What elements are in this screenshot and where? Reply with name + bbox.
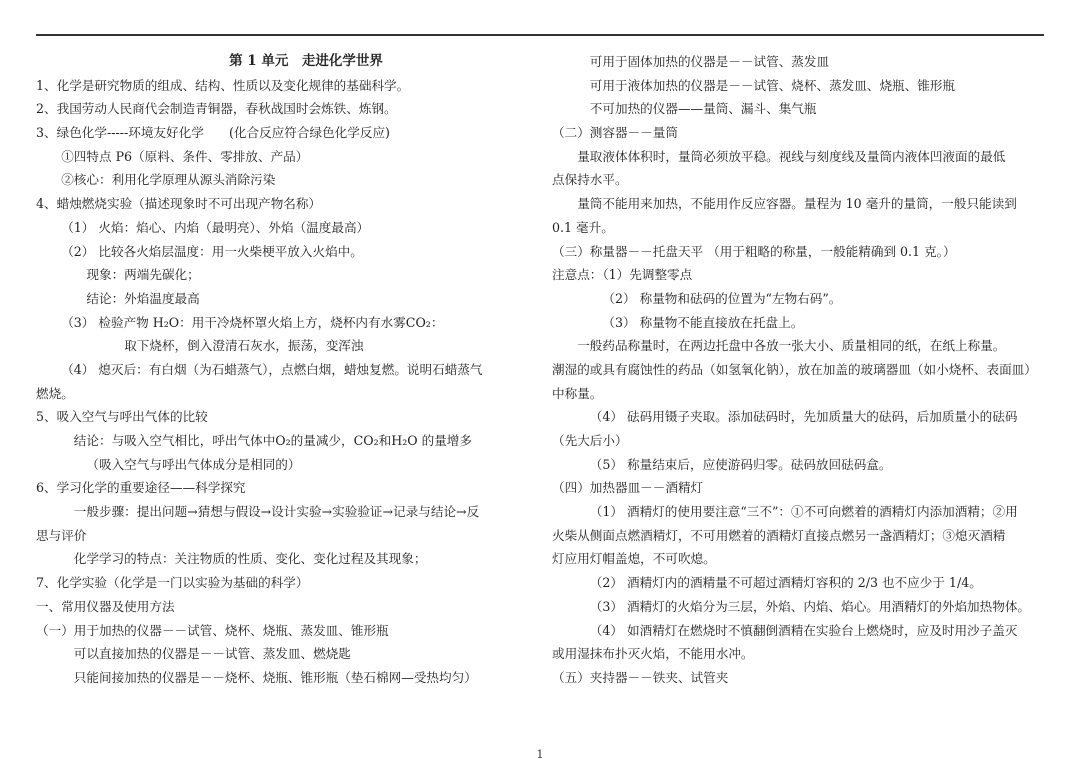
left-text-line-11: （3） 检验产物 H₂O：用干冷烧杯罩火焰上方，烧杯内有水雾CO₂： bbox=[61, 314, 444, 330]
left-text-line-15: 5、吸入空气与呼出气体的比较 bbox=[36, 409, 208, 425]
top-rule bbox=[36, 34, 1044, 36]
left-text-line-9: 现象：两端先碳化； bbox=[86, 267, 200, 283]
right-text-line-13: 一般药品称量时，在两边托盘中各放一张大小、质量相同的纸，在纸上称量。 bbox=[577, 338, 1006, 354]
left-text-line-22: 7、化学实验（化学是一门以实验为基础的科学） bbox=[36, 575, 309, 591]
left-text-line-12: 取下烧杯，倒入澄清石灰水，振荡，变浑浊 bbox=[124, 338, 364, 354]
right-text-line-20: （1） 酒精灯的使用要注意“三不”：①不可向燃着的酒精灯内添加酒精；②用 bbox=[589, 504, 1018, 520]
right-text-line-10: 注意点：（1）先调整零点 bbox=[552, 267, 693, 283]
right-text-line-23: （2） 酒精灯内的酒精量不可超过酒精灯容积的 2/3 也不应少于 1/4。 bbox=[589, 575, 982, 591]
left-text-line-25: 可以直接加热的仪器是－－试管、蒸发皿、燃烧匙 bbox=[73, 646, 351, 662]
page-number: 1 bbox=[536, 748, 544, 761]
left-text-line-14: 燃烧。 bbox=[36, 385, 74, 401]
right-text-line-24: （3） 酒精灯的火焰分为三层，外焰、内焰、焰心。用酒精灯的外焰加热物体。 bbox=[589, 598, 1031, 614]
left-text-line-3: 3、绿色化学-----环境友好化学 (化合反应符合绿色化学反应) bbox=[36, 125, 390, 141]
left-text-line-13: （4） 熄灭后：有白烟（为石蜡蒸气），点燃白烟，蜡烛复燃。说明石蜡蒸气 bbox=[61, 361, 483, 377]
left-text-line-18: 6、学习化学的重要途径——科学探究 bbox=[36, 480, 246, 496]
left-text-line-5: ②核心：利用化学原理从源头消除污染 bbox=[61, 172, 276, 188]
right-text-line-15: 中称量。 bbox=[552, 385, 603, 401]
left-text-line-2: 2、我国劳动人民商代会制造青铜器，春秋战国时会炼铁、炼钢。 bbox=[36, 101, 397, 117]
left-column bbox=[36, 50, 536, 690]
left-text-line-1: 1、化学是研究物质的组成、结构、性质以及变化规律的基础科学。 bbox=[36, 77, 410, 93]
right-text-line-2: 可用于液体加热的仪器是－－试管、烧杯、蒸发皿、烧瓶、锥形瓶 bbox=[589, 77, 956, 93]
left-text-line-6: 4、蜡烛燃烧实验（描述现象时不可出现产物名称） bbox=[36, 196, 322, 212]
left-text-line-17: （吸入空气与呼出气体成分是相同的） bbox=[86, 456, 301, 472]
right-text-line-26: 或用湿抹布扑灭火焰，不能用水冲。 bbox=[552, 646, 754, 662]
left-text-line-16: 结论：与吸入空气相比，呼出气体中O₂的量减少，CO₂和H₂O 的量增多 bbox=[73, 433, 472, 448]
page-title: 第 1 单元 走进化学世界 bbox=[229, 53, 383, 69]
left-text-line-23: 一、常用仪器及使用方法 bbox=[36, 598, 175, 614]
left-text-line-26: 只能间接加热的仪器是－－烧杯、烧瓶、锥形瓶（垫石棉网—受热均匀） bbox=[73, 669, 477, 685]
left-text-line-8: （2） 比较各火焰层温度：用一火柴梗平放入火焰中。 bbox=[61, 243, 363, 259]
right-text-line-27: （五）夹持器－－铁夹、试管夹 bbox=[552, 669, 729, 685]
right-text-line-12: （3） 称量物不能直接放在托盘上。 bbox=[602, 314, 804, 330]
right-text-line-1: 可用于固体加热的仪器是－－试管、蒸发皿 bbox=[589, 54, 830, 69]
right-text-line-9: （三）称量器－－托盘天平 （用于粗略的称量，一般能精确到 0.1 克。） bbox=[552, 243, 956, 259]
right-text-line-16: （4） 砝码用镊子夹取。添加砝码时，先加质量大的砝码，后加质量小的砝码 bbox=[589, 409, 1018, 425]
right-text-line-19: （四）加热器皿－－酒精灯 bbox=[552, 480, 704, 496]
right-text-line-3: 不可加热的仪器——量筒、漏斗、集气瓶 bbox=[589, 101, 817, 117]
right-column bbox=[552, 50, 1052, 690]
left-text-line-21: 化学学习的特点：关注物质的性质、变化、变化过程及其现象； bbox=[73, 551, 427, 567]
left-text-line-10: 结论：外焰温度最高 bbox=[86, 290, 200, 306]
left-text-line-24: （一）用于加热的仪器－－试管、烧杯、烧瓶、蒸发皿、锥形瓶 bbox=[36, 622, 389, 638]
right-text-line-21: 火柴从侧面点燃酒精灯，不可用燃着的酒精灯直接点燃另一盏酒精灯；③熄灭酒精 bbox=[552, 527, 1006, 543]
right-text-line-8: 0.1 毫升。 bbox=[552, 219, 614, 235]
right-text-line-17: （先大后小） bbox=[552, 433, 628, 448]
left-text-line-4: ①四特点 P6（原料、条件、零排放、产品） bbox=[61, 148, 309, 164]
right-text-line-18: （5） 称量结束后，应使游码归零。砝码放回砝码盒。 bbox=[589, 456, 892, 472]
right-text-line-25: （4） 如酒精灯在燃烧时不慎翻倒酒精在实验台上燃烧时，应及时用沙子盖灭 bbox=[589, 622, 1018, 638]
left-text-line-7: （1） 火焰：焰心、内焰（最明亮）、外焰（温度最高） bbox=[61, 219, 370, 235]
left-text-line-19: 一般步骤：提出问题→猜想与假设→设计实验→实验验证→记录与结论→反 bbox=[73, 504, 480, 520]
right-text-line-11: （2） 称量物和砝码的位置为“左物右码”。 bbox=[602, 290, 842, 306]
right-text-line-6: 点保持水平。 bbox=[552, 172, 628, 188]
right-text-line-5: 量取液体体积时，量筒必须放平稳。视线与刻度线及量筒内液体凹液面的最低 bbox=[577, 148, 1006, 164]
left-text-line-20: 思与评价 bbox=[36, 527, 87, 543]
right-text-line-22: 灯应用灯帽盖熄，不可吹熄。 bbox=[552, 551, 716, 567]
right-text-line-7: 量筒不能用来加热，不能用作反应容器。量程为 10 毫升的量筒，一般只能读到 bbox=[577, 196, 1017, 212]
right-text-line-4: （二）测容器－－量筒 bbox=[552, 125, 678, 141]
right-text-line-14: 潮湿的或具有腐蚀性的药品（如氢氧化钠），放在加盖的玻璃器皿（如小烧杯、表面皿） bbox=[552, 361, 1037, 377]
